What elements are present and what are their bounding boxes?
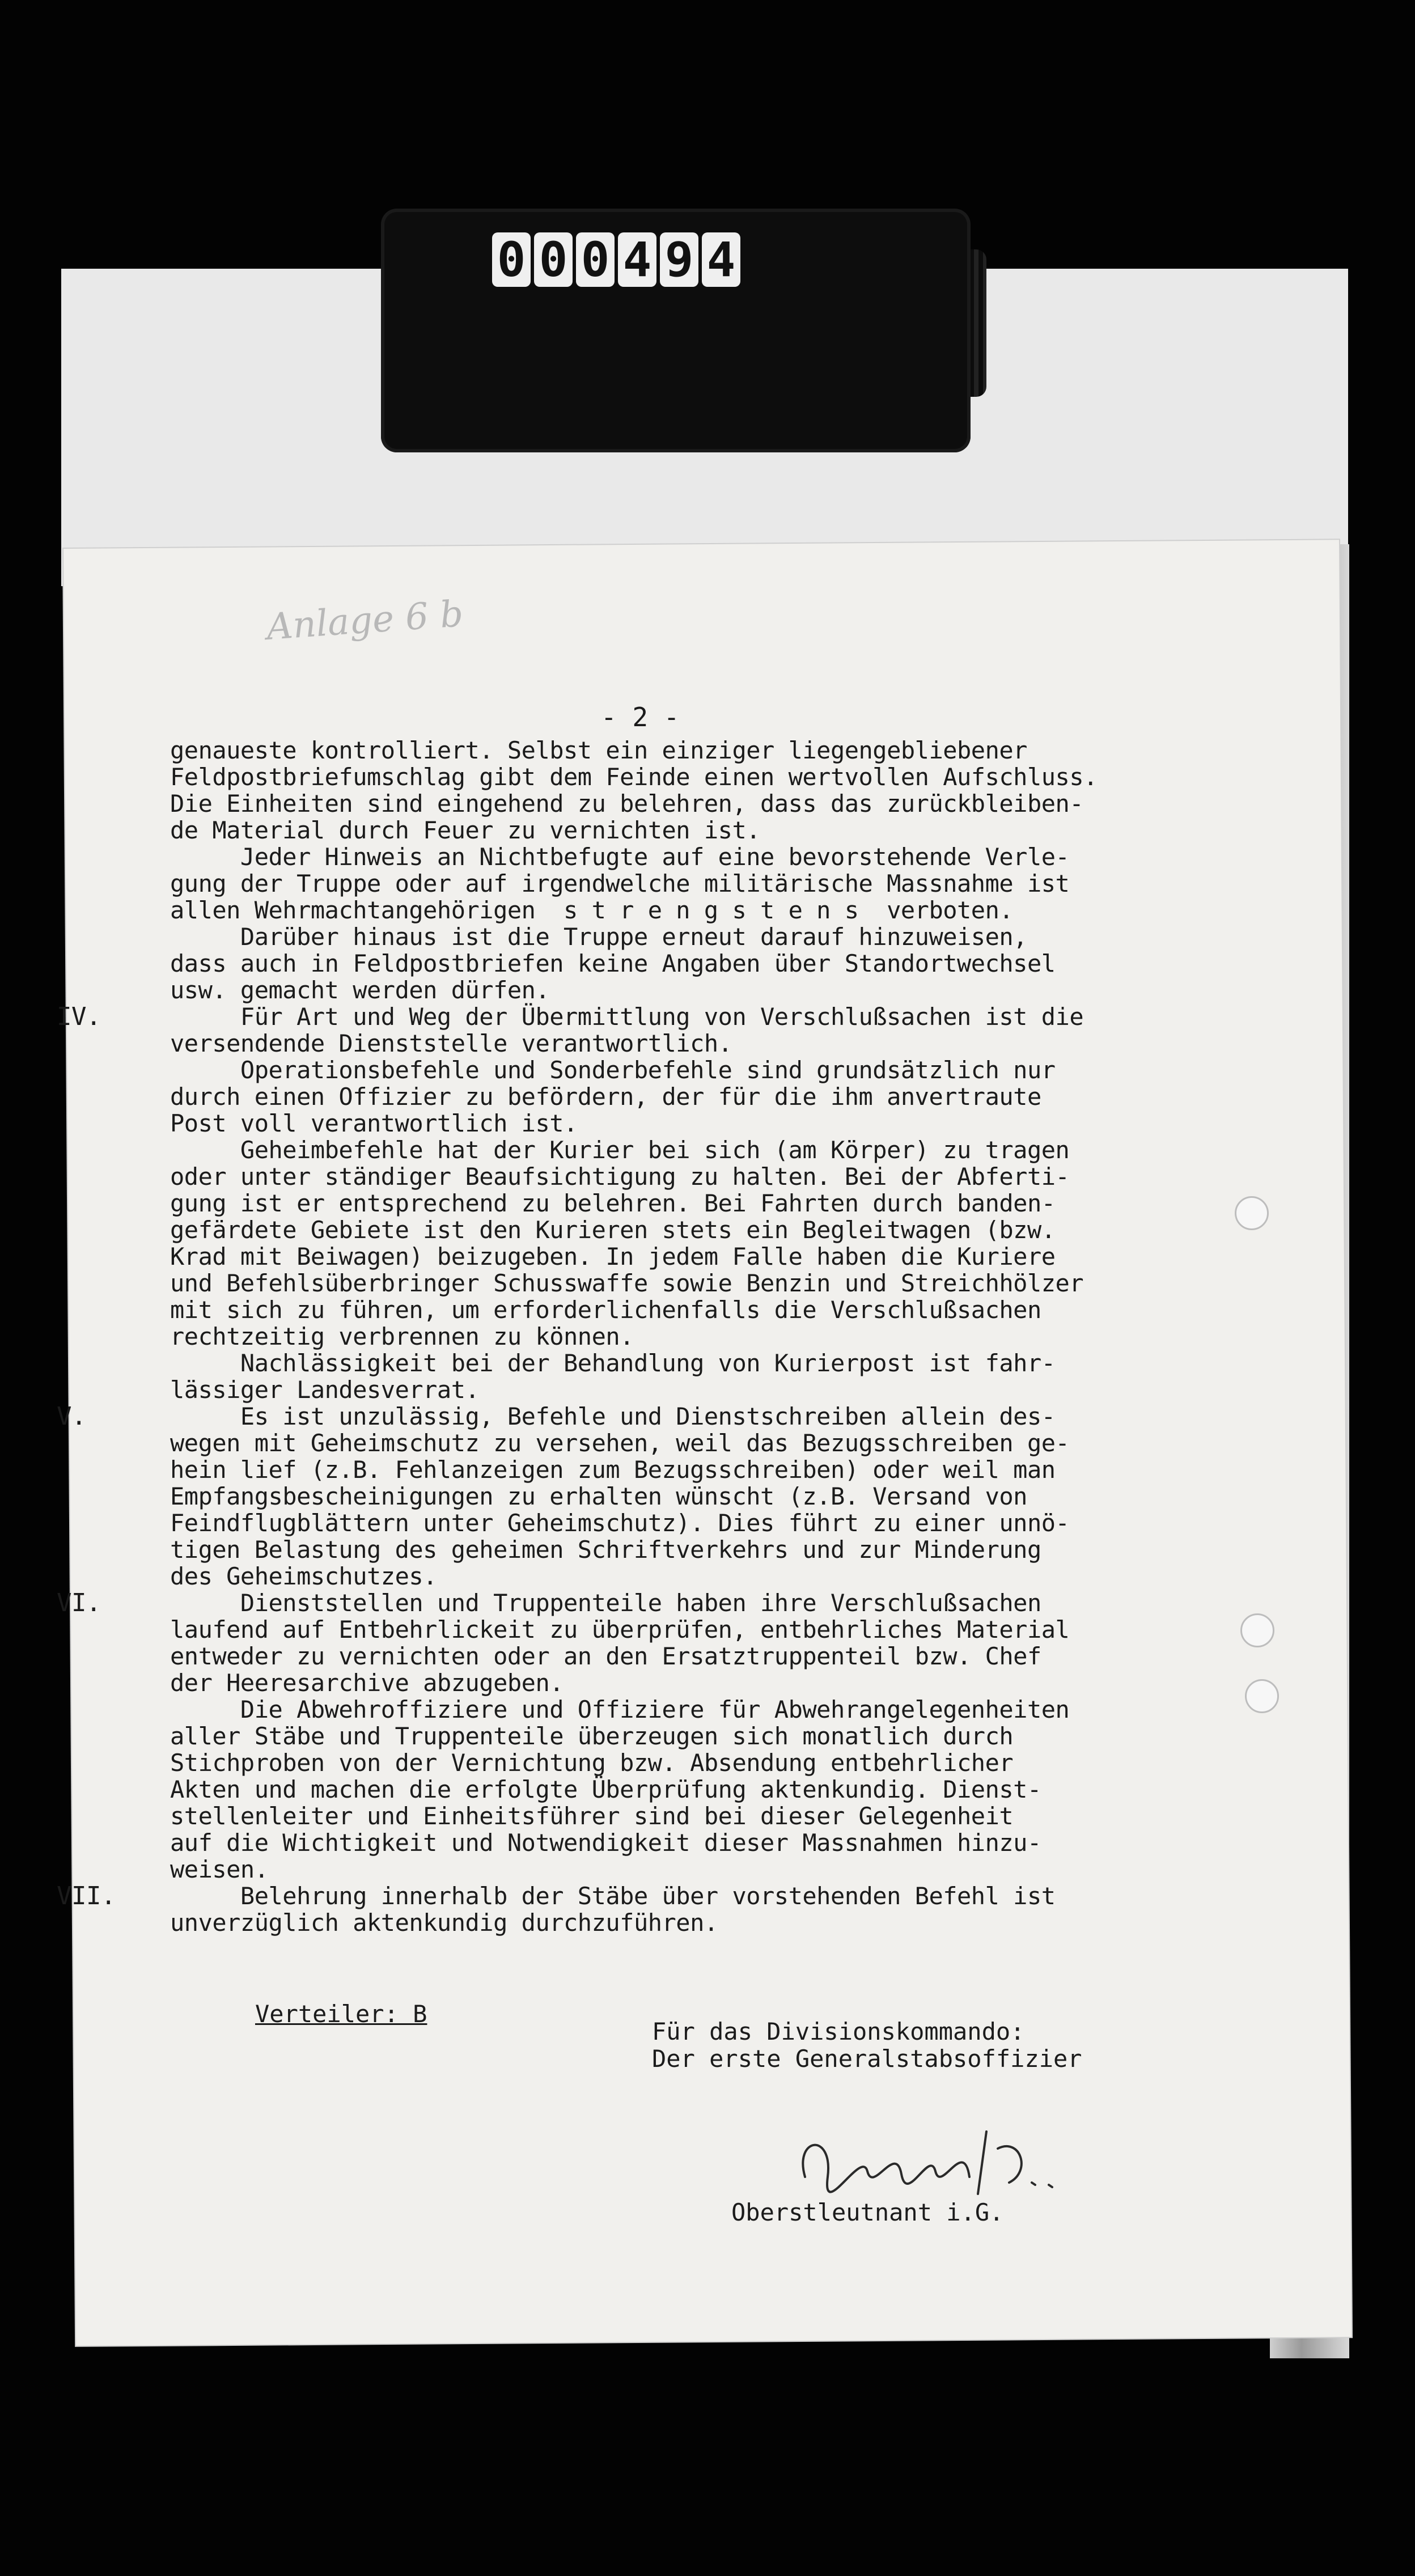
distribution-label: Verteiler: B <box>255 2000 427 2028</box>
text-line: Krad mit Beiwagen) beizugeben. In jedem Falle haben die Kuriere <box>170 1243 1056 1270</box>
text-line: durch einen Offizier zu befördern, der für die ihm anvertraute <box>170 1083 1041 1111</box>
text-line: usw. gemacht werden dürfen. <box>170 976 550 1004</box>
text-line: Post voll verantwortlich ist. <box>170 1109 578 1137</box>
text-line: Empfangsbescheinigungen zu erhalten wünscht (z.B. Versand von <box>170 1482 1027 1510</box>
text-line: unverzüglich aktenkundig durchzuführen. <box>170 1909 718 1937</box>
text-line: Stichproben von der Vernichtung bzw. Absendung entbehrlicher <box>170 1749 1014 1777</box>
text-line: Die Abwehroffiziere und Offiziere für Abwehrangelegenheiten <box>170 1696 1070 1723</box>
counter-digits <box>492 232 740 287</box>
pencil-annotation: Anlage 6 b <box>265 592 465 649</box>
text-line: gefärdete Gebiete ist den Kurieren stets ein Begleitwagen (bzw. <box>170 1216 1056 1244</box>
text-line: gung ist er entsprechend zu belehren. Bei Fahrten durch banden- <box>170 1189 1056 1217</box>
signature-line-2: Der erste Generalstabsoffizier <box>652 2045 1082 2073</box>
text-line: Die Einheiten sind eingehend zu belehren, dass das zurückbleiben- <box>170 790 1084 817</box>
text-line: des Geheimschutzes. <box>170 1562 437 1590</box>
text-line: Nachlässigkeit bei der Behandlung von Kurierpost ist fahr- <box>170 1349 1056 1377</box>
distribution-line <box>255 2000 427 2028</box>
text-line: entweder zu vernichten oder an den Ersatztruppenteil bzw. Chef <box>170 1642 1041 1670</box>
text-line: de Material durch Feuer zu vernichten ist. <box>170 816 761 844</box>
paragraph-block <box>57 1402 1281 1590</box>
text-line: Feldpostbriefumschlag gibt dem Feinde einen wertvollen Aufschluss. <box>170 763 1098 791</box>
paragraph-block <box>170 737 1281 1003</box>
text-line: Es ist unzulässig, Befehle und Dienstschreiben allein des- <box>170 1403 1056 1430</box>
text-line: versendende Dienststelle verantwortlich. <box>170 1029 732 1057</box>
text-line: Für Art und Weg der Übermittlung von Verschlußsachen ist die <box>170 1003 1084 1031</box>
page-number: - 2 - <box>601 702 680 732</box>
text-line: Dienststellen und Truppenteile haben ihre Verschlußsachen <box>170 1589 1041 1617</box>
section-numeral: VII. <box>57 1882 116 1910</box>
signature-line-1: Für das Divisionskommando: <box>652 2018 1025 2045</box>
signature-block <box>652 2018 1276 2073</box>
text-line: dass auch in Feldpostbriefen keine Angaben über Standortwechsel <box>170 950 1056 977</box>
text-line: tigen Belastung des geheimen Schriftverkehrs und zur Minderung <box>170 1536 1041 1564</box>
document-body <box>57 736 1281 1937</box>
paragraph-block <box>57 1588 1281 1883</box>
section-numeral: IV. <box>57 1002 101 1031</box>
text-line: Darüber hinaus ist die Truppe erneut darauf hinzuweisen, <box>170 923 1027 951</box>
text-line: der Heeresarchive abzugeben. <box>170 1669 564 1697</box>
text-line: rechtzeitig verbrennen zu können. <box>170 1323 634 1350</box>
counter-digit: 0 <box>492 232 531 287</box>
text-line: mit sich zu führen, um erforderlichenfalls die Verschlußsachen <box>170 1296 1041 1324</box>
signatory-rank: Oberstleutnant i.G. <box>731 2198 1004 2226</box>
text-line: allen Wehrmachtangehörigen s t r e n g s t e n s verboten. <box>170 896 1014 924</box>
text-line: wegen mit Geheimschutz zu versehen, weil das Bezugsschreiben ge- <box>170 1429 1070 1457</box>
text-line: Operationsbefehle und Sonderbefehle sind grundsätzlich nur <box>170 1056 1056 1084</box>
text-line: Feindflugblättern unter Geheimschutz). Dies führt zu einer unnö- <box>170 1509 1070 1537</box>
counter-digit: 4 <box>618 232 656 287</box>
text-line: Belehrung innerhalb der Stäbe über vorstehenden Befehl ist <box>170 1882 1056 1910</box>
text-line: stellenleiter und Einheitsführer sind bei dieser Gelegenheit <box>170 1802 1014 1830</box>
text-line: genaueste kontrolliert. Selbst ein einziger liegengebliebener <box>170 736 1027 764</box>
text-line: auf die Wichtigkeit und Notwendigkeit dieser Massnahmen hinzu- <box>170 1829 1041 1857</box>
counter-digit: 9 <box>660 232 698 287</box>
section-numeral: VI. <box>57 1588 101 1617</box>
handwritten-signature-icon <box>782 2115 1077 2205</box>
text-line: Jeder Hinweis an Nichtbefugte auf eine bevorstehende Verle- <box>170 843 1070 871</box>
counter-digit: 0 <box>534 232 573 287</box>
text-line: oder unter ständiger Beaufsichtigung zu halten. Bei der Abferti- <box>170 1163 1070 1190</box>
text-line: und Befehlsüberbringer Schusswaffe sowie Benzin und Streichhölzer <box>170 1269 1084 1297</box>
text-line: Geheimbefehle hat der Kurier bei sich (am Körper) zu tragen <box>170 1136 1070 1164</box>
paragraph-block <box>57 1882 1281 1937</box>
counter-digit: 4 <box>702 232 740 287</box>
text-line: hein lief (z.B. Fehlanzeigen zum Bezugsschreiben) oder weil man <box>170 1456 1056 1484</box>
text-line: laufend auf Entbehrlickeit zu überprüfen, entbehrliches Material <box>170 1616 1070 1643</box>
counter-digit: 0 <box>576 232 615 287</box>
text-line: lässiger Landesverrat. <box>170 1376 480 1404</box>
text-line: weisen. <box>170 1855 269 1883</box>
section-numeral: V. <box>57 1402 86 1431</box>
text-line: gung der Truppe oder auf irgendwelche militärische Massnahme ist <box>170 870 1070 897</box>
paragraph-block <box>57 1002 1281 1404</box>
text-line: Akten und machen die erfolgte Überprüfung aktenkundig. Dienst- <box>170 1776 1041 1803</box>
text-line: aller Stäbe und Truppenteile überzeugen sich monatlich durch <box>170 1722 1014 1750</box>
